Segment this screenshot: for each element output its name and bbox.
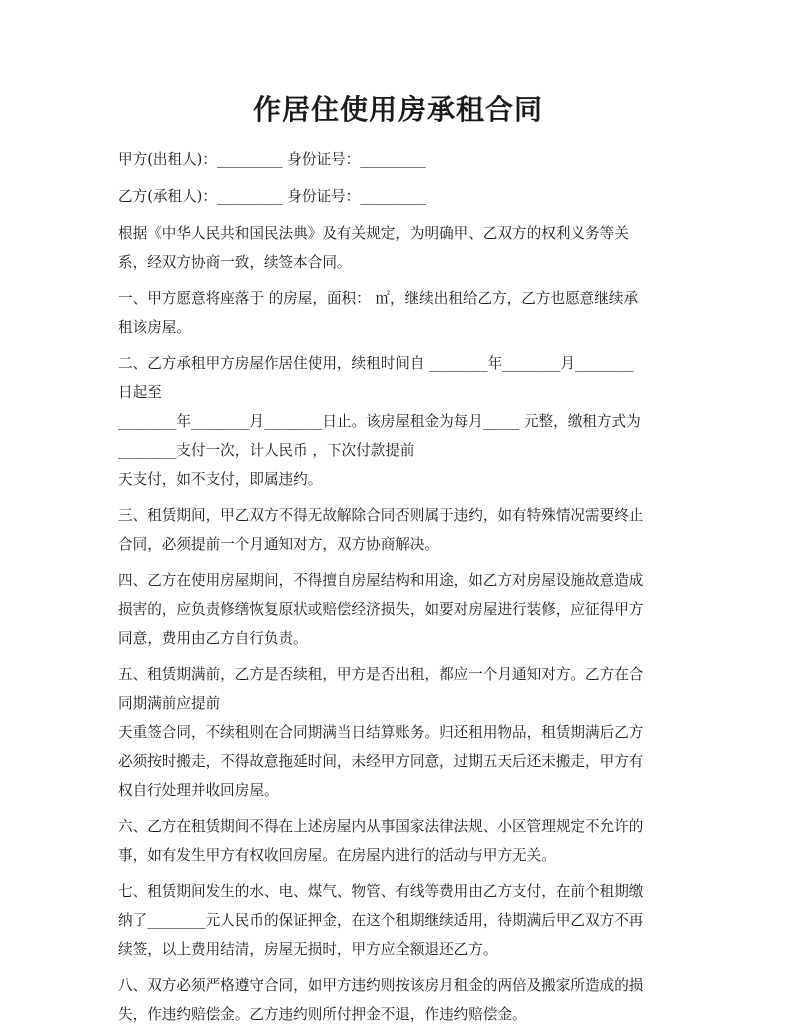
text-line: 系，经双方协商一致，续签本合同。 — [118, 254, 352, 271]
text-line: 事，如有发生甲方有权收回房屋。在房屋内进行的活动与甲方无关。 — [118, 847, 556, 864]
text-line: ________支付一次，计人民币 ，下次付款提前 — [118, 442, 415, 459]
text-line: 一、甲方愿意将座落于 的房屋，面积： ㎡，继续出租给乙方，乙方也愿意继续承 — [118, 290, 639, 307]
text-line: 纳了________元人民币的保证押金，在这个租期继续适用，待期满后甲乙双方不再 — [118, 912, 644, 929]
clause-5-paragraph — [118, 660, 686, 805]
text-line: 合同，必须提前一个月通知对方，双方协商解决。 — [118, 536, 440, 553]
text-line: 天支付，如不支付，即属违约。 — [118, 471, 323, 488]
text-line: 日起至 — [118, 384, 162, 401]
text-line: 八、双方必须严格遵守合同，如甲方违约则按该房月租金的两倍及搬家所造成的损 — [118, 977, 644, 994]
text-line: 同意，费用由乙方自行负责。 — [118, 630, 308, 647]
text-line: 必须按时搬走，不得故意拖延时间，未经甲方同意，过期五天后还未搬走，甲方有 — [118, 753, 644, 770]
clause-1-paragraph — [118, 284, 686, 342]
document-title: 作居住使用房承租合同 — [252, 93, 543, 126]
text-line: 二、乙方承租甲方房屋作居住使用，续租时间自 ________年________月________ — [118, 355, 634, 372]
text-line: 四、乙方在使用房屋期间，不得擅自房屋结构和用途，如乙方对房屋设施故意造成 — [118, 572, 644, 589]
clause-2-paragraph — [118, 349, 686, 494]
clause-3-paragraph — [118, 501, 686, 559]
preamble-paragraph — [118, 219, 686, 277]
text-line: 天重签合同，不续租则在合同期满当日结算账务。归还租用物品，租赁期满后乙方 — [118, 724, 644, 741]
clause-4-paragraph — [118, 566, 686, 653]
party-b-line: 乙方(承租人)：_________ 身份证号：_________ — [118, 188, 426, 205]
document-body — [118, 145, 686, 1036]
clause-7-paragraph — [118, 877, 686, 964]
text-line: 五、租赁期满前，乙方是否续租，甲方是否出租，都应一个月通知对方。乙方在合 — [118, 666, 644, 683]
text-line: 续签，以上费用结清，房屋无损时，甲方应全额退还乙方。 — [118, 941, 498, 958]
text-line: ________年________月________日止。该房屋租金为每月_____ 元整，缴租方式为 — [118, 413, 641, 430]
text-line: 三、租赁期间，甲乙双方不得无故解除合同否则属于违约，如有特殊情况需要终止 — [118, 507, 644, 524]
text-line: 失，作违约赔偿金。乙方违约则所付押金不退，作违约赔偿金。 — [118, 1006, 527, 1023]
text-line: 损害的，应负责修缮恢复原状或赔偿经济损失，如要对房屋进行装修，应征得甲方 — [118, 601, 644, 618]
text-line: 六、乙方在租赁期间不得在上述房屋内从事国家法律法规、小区管理规定不允许的 — [118, 818, 644, 835]
text-line: 七、租赁期间发生的水、电、煤气、物管、有线等费用由乙方支付，在前个租期缴 — [118, 883, 644, 900]
text-line: 租该房屋。 — [118, 319, 191, 336]
clause-6-paragraph — [118, 812, 686, 870]
text-line: 根据《中华人民共和国民法典》及有关规定，为明确甲、乙双方的权利义务等关 — [118, 225, 629, 242]
text-line: 权自行处理并收回房屋。 — [118, 782, 279, 799]
text-line: 同期满前应提前 — [118, 695, 221, 712]
party-a-line: 甲方(出租人)：_________ 身份证号：_________ — [118, 151, 426, 168]
clause-8-paragraph — [118, 971, 686, 1029]
